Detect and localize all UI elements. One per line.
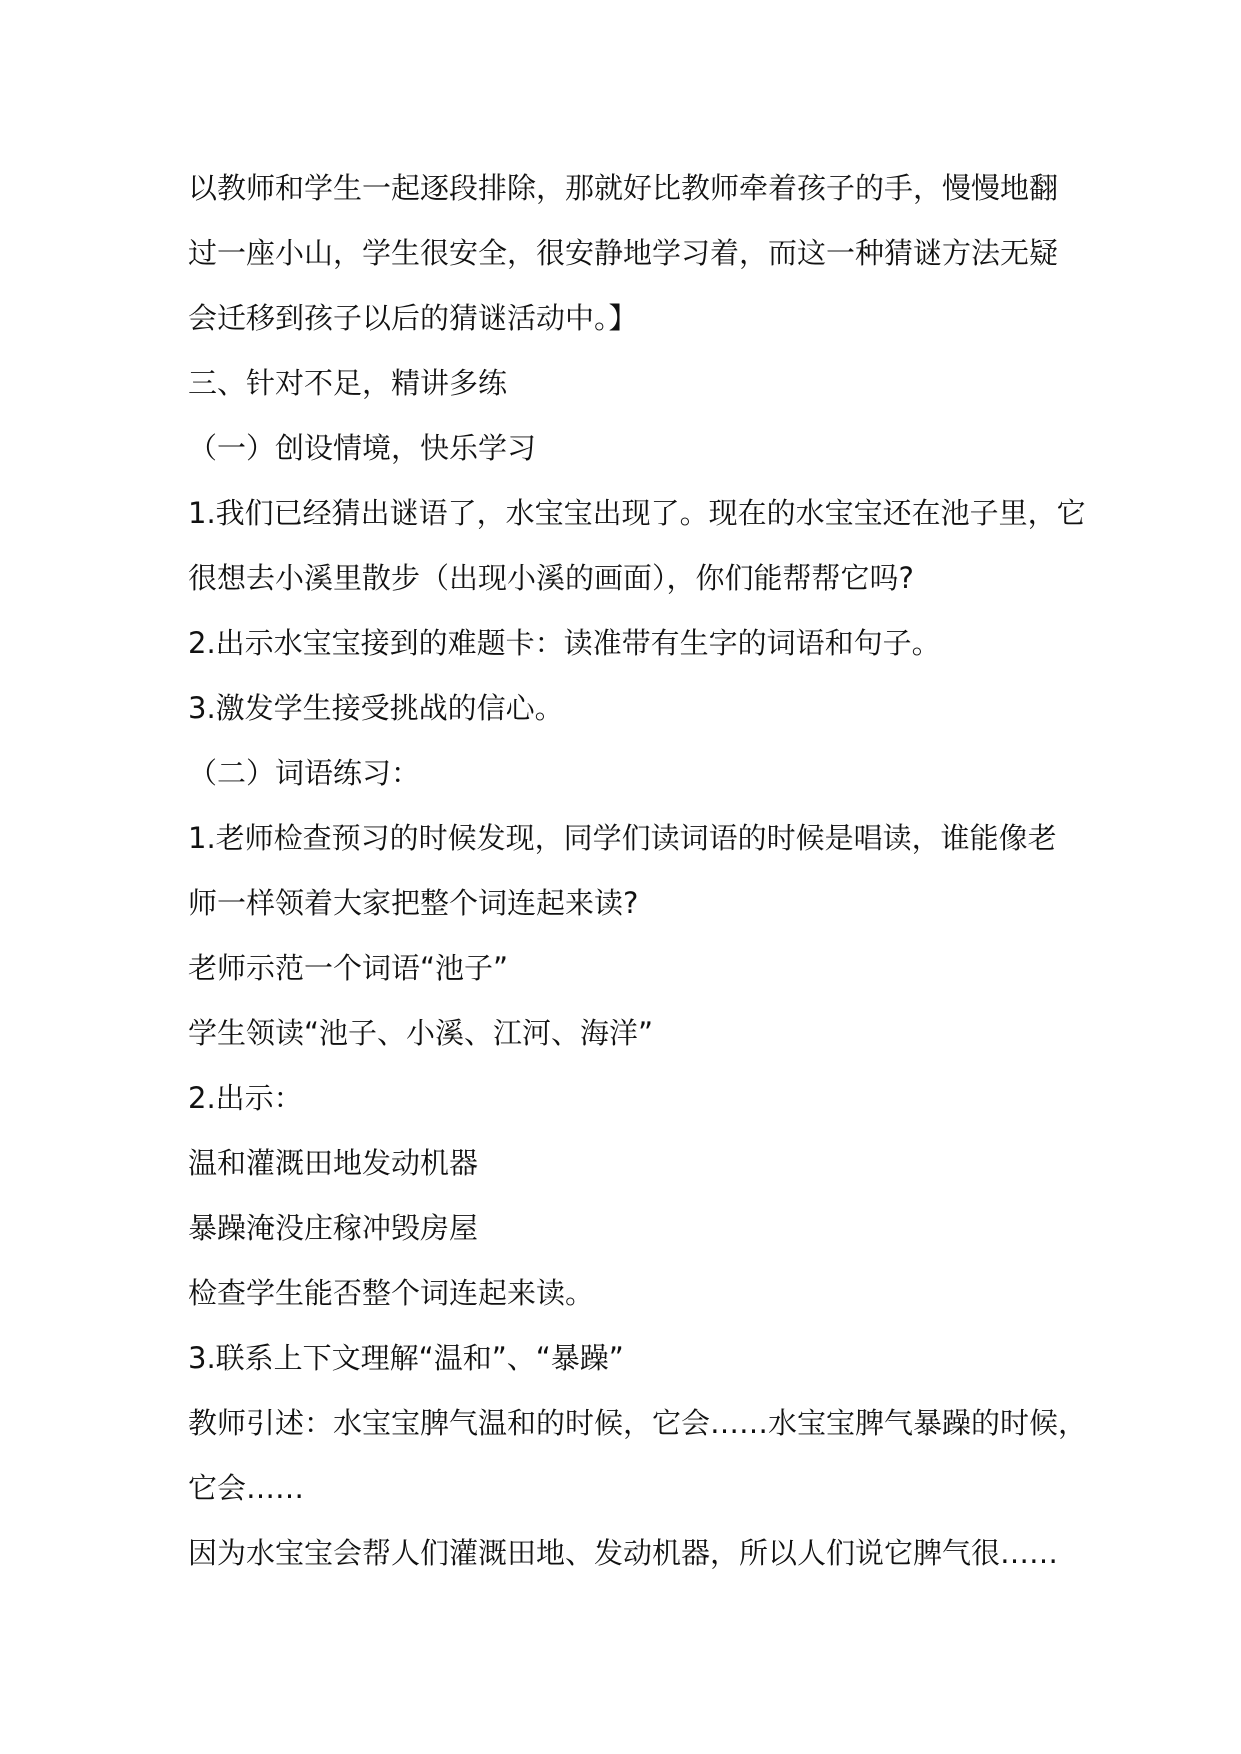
text-line: 它会……: [188, 1471, 305, 1505]
subsection-heading: （一）创设情境，快乐学习: [188, 431, 537, 465]
text-line: 教师引述：水宝宝脾气温和的时候，它会……水宝宝脾气暴躁的时候，: [188, 1406, 1088, 1440]
text-line: 3.联系上下文理解“温和”、“暴躁”: [188, 1341, 624, 1375]
section-heading: 三、针对不足，精讲多练: [188, 366, 508, 400]
text-line: 以教师和学生一起逐段排除，那就好比教师牵着孩子的手，慢慢地翻: [188, 171, 1059, 205]
text-line: 很想去小溪里散步（出现小溪的画面），你们能帮帮它吗?: [188, 561, 914, 595]
subsection-heading: （二）词语练习：: [188, 756, 421, 790]
text-line: 师一样领着大家把整个词连起来读?: [188, 886, 639, 920]
text-line: 因为水宝宝会帮人们灌溉田地、发动机器，所以人们说它脾气很……: [188, 1536, 1059, 1570]
text-line: 1.我们已经猜出谜语了，水宝宝出现了。现在的水宝宝还在池子里，它: [188, 496, 1086, 530]
text-line: 老师示范一个词语“池子”: [188, 951, 509, 985]
text-line: 3.激发学生接受挑战的信心。: [188, 691, 564, 725]
text-line: 2.出示：: [188, 1081, 303, 1115]
text-line: 2.出示水宝宝接到的难题卡：读准带有生字的词语和句子。: [188, 626, 941, 660]
text-line: 检查学生能否整个词连起来读。: [188, 1276, 595, 1310]
document-body: [188, 156, 1088, 1586]
text-line: 学生领读“池子、小溪、江河、海洋”: [188, 1016, 654, 1050]
text-line: 温和灌溉田地发动机器: [188, 1146, 479, 1180]
text-line: 会迁移到孩子以后的猜谜活动中。】: [188, 301, 638, 335]
text-line: 暴躁淹没庄稼冲毁房屋: [188, 1211, 479, 1245]
text-line: 1.老师检查预习的时候发现，同学们读词语的时候是唱读，谁能像老: [188, 821, 1057, 855]
text-line: 过一座小山，学生很安全，很安静地学习着，而这一种猜谜方法无疑: [188, 236, 1059, 270]
